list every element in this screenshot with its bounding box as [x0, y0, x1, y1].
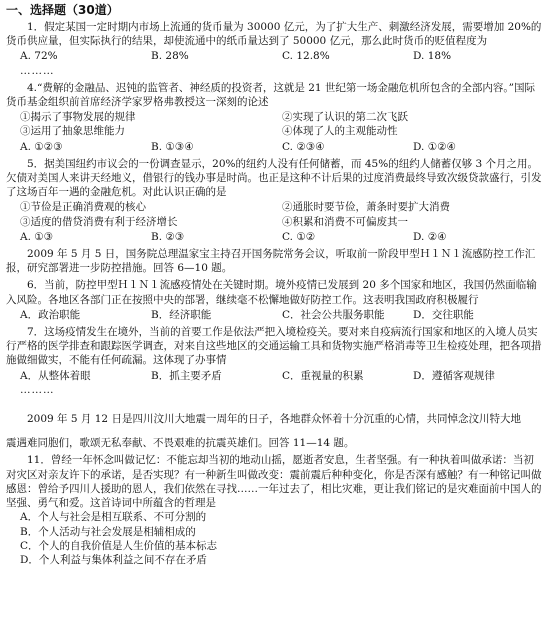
material-2-line-1: 2009 年 5 月 12 日是四川汶川大地震一周年的日子，各地群众怀着十分沉重的心情，共同悼念汶川特大地	[27, 413, 521, 426]
question-7	[6, 325, 544, 397]
question-5-statements	[6, 200, 544, 228]
option-a: A．从整体着眼	[20, 369, 91, 382]
material-1	[6, 247, 544, 275]
section-title: 一、选择题（30道）	[6, 3, 119, 17]
option-d: D．交往职能	[413, 308, 474, 321]
question-4-options	[6, 140, 544, 154]
question-1-stem: 1．假定某国一定时期内市场上流通的货币量为 30000 亿元，为了扩大生产、刺激经济发展，需要增加 20%的货币供应量，但实际执行的结果，却使流通中的纸币量达到了 50000 亿元，那么此时货币的贬值程度为	[6, 21, 542, 48]
question-4-stem: 4.“费解的金融品、迟钝的监管者、神经质的投资者，这就是 21 世纪第一场金融危机所包含的全部内容。”国际货币基金组织前首席经济学家罗格弗教授这一深刻的论述	[6, 81, 536, 109]
option-b: B. ①③④	[151, 140, 194, 153]
statement-2: ②实现了认识的第二次飞跃	[282, 111, 408, 124]
question-5	[6, 157, 544, 244]
ellipsis: ………	[20, 383, 55, 396]
option-a: A. ①②③	[20, 140, 63, 153]
question-4-statements	[6, 110, 544, 138]
option-a: A. 72%	[20, 50, 58, 63]
option-d: D. ①②④	[413, 140, 456, 153]
option-b: B．经济职能	[151, 308, 212, 321]
option-a: A．政治职能	[20, 308, 81, 321]
option-d: D. ②④	[413, 230, 447, 243]
question-11-stem: 11．曾经一年怀念叫做记忆：不能忘却当初的地动山摇，愿逝者安息，生者坚强。有一种执着叫做承诺：当初对灾区对亲友许下的承诺，是否实现？有一种新生叫做改变：震前震后种种变化，你是否深有感触？有一种铭记叫做感恩：曾给予四川人援助的恩人，我们依然在寻找……一年过去了，相比灾难，更让我们铭记的是灾难面前中国人的坚强、勇气和爱。这首诗词中所蕴含的哲理是	[6, 454, 542, 510]
question-11	[6, 453, 544, 567]
statement-2: ②通胀时要节俭，萧条时要扩大消费	[282, 201, 450, 214]
material-2-line-2: 震遇难同胞们，歌颂无私奉献、不畏艰难的抗震英雄们。回答 11—14 题。	[6, 437, 355, 450]
statement-3: ③适度的借贷消费有利于经济增长	[20, 215, 178, 228]
option-c: C. ②③④	[282, 140, 325, 153]
question-6	[6, 278, 544, 322]
question-5-options	[6, 230, 544, 244]
option-d: D. 18%	[413, 50, 452, 63]
option-c: C. 12.8%	[282, 50, 330, 63]
question-6-options	[6, 308, 544, 322]
statement-3: ③运用了抽象思维能力	[20, 125, 125, 138]
question-5-stem: 5．据美国纽约市议会的一份调查显示，20%的纽约人没有任何储蓄，而 45%的纽约人储蓄仅够 3 个月之用。欠债对美国人来讲天经地义，借银行的钱办事是时尚。也正是这种不计后果的过度消费最终导致次级贷款盛行，引发了这场百年一遇的金融危机。对此认识正确的是	[6, 157, 542, 199]
option-d: D．个人利益与集体利益之间不存在矛盾	[20, 553, 207, 566]
option-b: B．个人活动与社会发展是相辅相成的	[20, 525, 196, 538]
option-c: C. ①②	[282, 230, 316, 243]
question-6-stem: 6．当前，防控甲型Ｈ１Ｎ１流感疫情处在关键时期。境外疫情已发展到 20 多个国家和地区，我国仍然面临输入风险。各地区各部门正在按照中央的部署，继续毫不松懈地做好防控工作。这表明我国政府积极履行	[6, 279, 537, 306]
option-c: C．社会公共服务职能	[282, 308, 385, 321]
statement-4: ④积累和消费不可偏废其一	[282, 215, 408, 228]
question-4	[6, 81, 544, 154]
option-a: A. ①③	[20, 230, 54, 243]
question-1-options	[6, 49, 544, 63]
option-b: B. 28%	[151, 50, 189, 63]
question-11-options	[6, 510, 544, 567]
option-d: D．遵循客观规律	[413, 369, 495, 382]
question-7-options	[6, 369, 544, 383]
material-2	[6, 412, 544, 450]
option-b: B. ②③	[151, 230, 185, 243]
statement-1: ①节俭是正确消费观的核心	[20, 201, 146, 214]
option-a: A．个人与社会是相互联系、不可分割的	[20, 511, 207, 524]
statement-1: ①揭示了事物发展的规律	[20, 111, 136, 124]
option-b: B．抓主要矛盾	[151, 369, 222, 382]
question-7-stem: 7．这场疫情发生在境外，当前的首要工作是依法严把入境检疫关。要对来自疫病流行国家和地区的入境人员实行严格的医学排查和跟踪医学调查，对来自这些地区的交通运输工具和货物实施严格消毒等卫生检疫处理，把各项措施做细做实，不能有任何疏漏。这体现了办事情	[6, 326, 542, 367]
statement-4: ④体现了人的主观能动性	[282, 125, 398, 138]
option-c: C．个人的自我价值是人生价值的基本标志	[20, 539, 218, 552]
question-1	[6, 20, 544, 78]
option-c: C．重视量的积累	[282, 369, 364, 382]
material-1-text: 2009 年 5 月 5 日，国务院总理温家宝主持召开国务院常务会议，听取前一阶段甲型Ｈ１Ｎ１流感防控工作汇报，研究部署进一步防控措施。回答 6—10 题。	[6, 248, 536, 275]
ellipsis: ………	[20, 64, 55, 77]
